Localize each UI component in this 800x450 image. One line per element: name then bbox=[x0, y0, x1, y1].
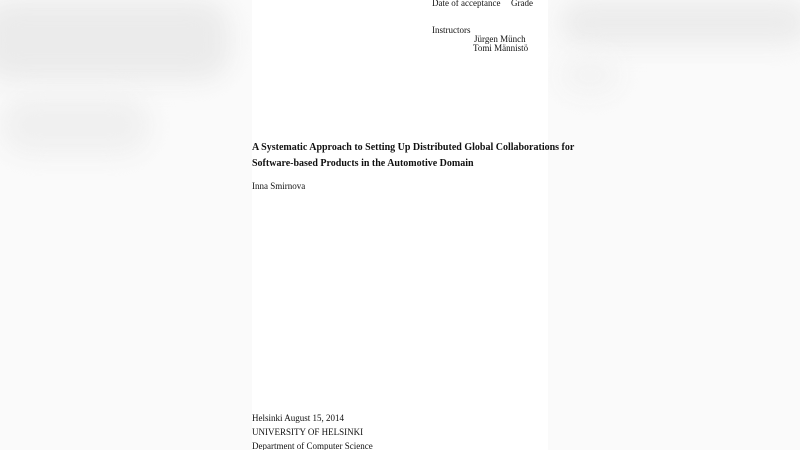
blurred-background bbox=[0, 0, 230, 80]
blurred-background bbox=[560, 0, 800, 45]
instructor-name: Tomi Männistö bbox=[473, 43, 529, 53]
blurred-background bbox=[560, 55, 620, 95]
date-of-acceptance-label: Date of acceptance bbox=[432, 0, 501, 8]
thesis-title-line: Software-based Products in the Automotive Domain bbox=[252, 158, 474, 169]
thesis-title-line: A Systematic Approach to Setting Up Distributed Global Collaborations for bbox=[252, 142, 575, 153]
instructor-name: Jürgen Münch bbox=[474, 34, 526, 44]
grade-label: Grade bbox=[511, 0, 533, 8]
university-name: UNIVERSITY OF HELSINKI bbox=[252, 427, 364, 437]
department-name: Department of Computer Science bbox=[252, 441, 373, 450]
instructors-label: Instructors bbox=[432, 25, 471, 35]
author-name: Inna Smirnova bbox=[252, 181, 306, 191]
blurred-background bbox=[0, 95, 150, 155]
document-page bbox=[252, 0, 575, 450]
place-and-date: Helsinki August 15, 2014 bbox=[252, 413, 345, 423]
